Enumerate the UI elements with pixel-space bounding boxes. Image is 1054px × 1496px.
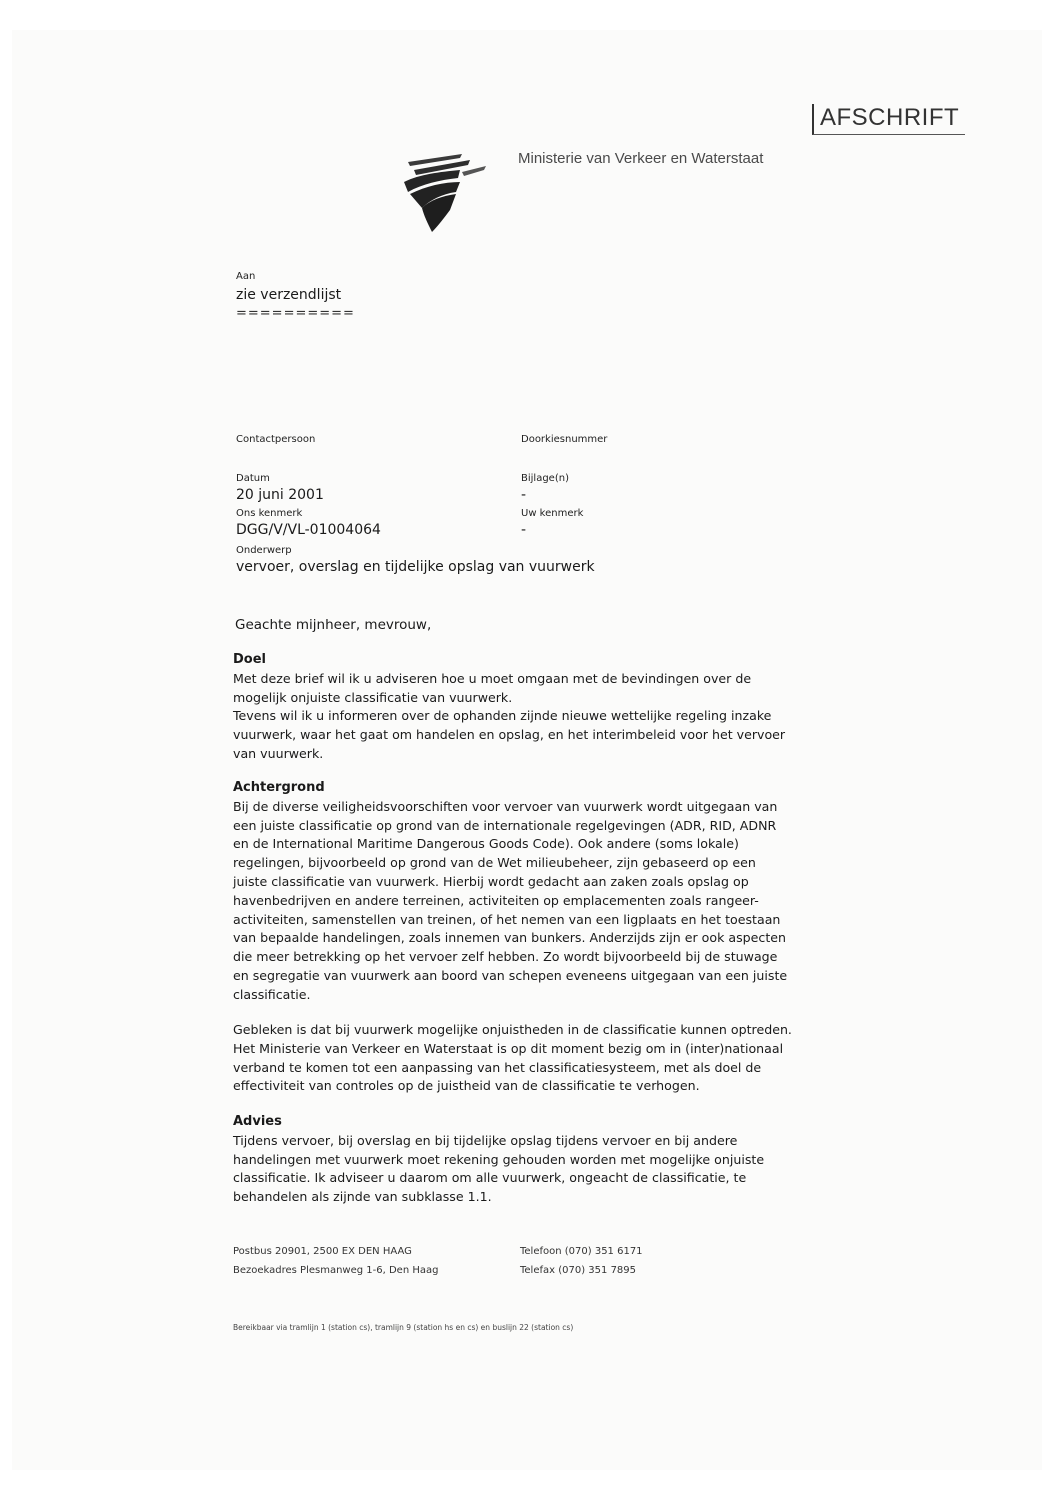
achtergrond-paragraph-1: Bij de diverse veiligheidsvoorschiften voor vervoer van vuurwerk wordt uitgegaan van een juiste classificatie op grond van de internationale regelgevingen (ADR, RID, ADNR en de International Maritime Dangerous Goods Code). Ook andere (soms lokale) regelingen, bijvoorbeeld op grond van de Wet milieubeheer, zijn gebaseerd op een juiste classificatie van vuurwerk. Hierbij wordt gedacht aan zaken zoals opslag op havenbedrijven en andere terreinen, activiteiten op emplacementen zoals rangeer-activiteiten, samenstellen van treinen, of het nemen van een ligplaats en het toestaan van bepaalde handelingen, zoals innemen van bunkers. Anderzijds zijn er ook aspecten die meer betrekking op het vervoer zelf hebben. Zo wordt bijvoorbeeld bij de stuwage en segregatie van vuurwerk aan boord van schepen eveneens uitgegaan van een juiste classificatie. <box>233 798 788 1002</box>
footer-postbus: Postbus 20901, 2500 EX DEN HAAG <box>233 1246 412 1257</box>
address-underline: ========== <box>236 306 355 321</box>
attachment-label: Bijlage(n) <box>521 473 569 484</box>
address-value: zie verzendlijst <box>236 287 342 303</box>
achtergrond-heading: Achtergrond <box>233 780 325 795</box>
advies-paragraph-1: Tijdens vervoer, bij overslag en bij tijdelijke opslag tijdens vervoer en bij andere handelingen met vuurwerk moet rekening gehouden worden met mogelijke onjuiste classificatie. Ik adviseer u daarom om alle vuurwerk, ongeacht de classificatie, te behandelen als zijnde van subklasse 1.1. <box>233 1132 765 1205</box>
doel-paragraph-1: Met deze brief wil ik u adviseren hoe u moet omgaan met de bevindingen over de mogelijk onjuiste classificatie van vuurwerk. <box>233 670 752 705</box>
footer-bereikbaar: Bereikbaar via tramlijn 1 (station cs), tramlijn 9 (station hs en cs) en buslijn 22 (station cs) <box>233 1323 574 1332</box>
section-achtergrond-continued <box>233 1021 793 1096</box>
section-advies <box>233 1113 793 1207</box>
footer-telefoon: Telefoon (070) 351 6171 <box>520 1246 643 1257</box>
section-achtergrond <box>233 779 793 1005</box>
contact-label: Contactpersoon <box>236 434 316 445</box>
subject-value: vervoer, overslag en tijdelijke opslag van vuurwerk <box>236 559 595 575</box>
our-ref-label: Ons kenmerk <box>236 508 303 519</box>
doel-paragraph-2: Tevens wil ik u informeren over de ophanden zijnde nieuwe wettelijke regeling inzake vuurwerk, waar het gaat om handelen en opslag, en het interimbeleid voor het vervoer van vuurwerk. <box>233 708 786 761</box>
afschrift-stamp: AFSCHRIFT <box>812 104 965 135</box>
our-ref-value: DGG/V/VL-01004064 <box>236 522 381 538</box>
doel-heading: Doel <box>233 652 266 667</box>
ministry-waves-logo-icon <box>400 152 490 234</box>
date-label: Datum <box>236 473 270 484</box>
advies-heading: Advies <box>233 1114 282 1129</box>
footer-telefax: Telefax (070) 351 7895 <box>520 1265 637 1276</box>
your-ref-label: Uw kenmerk <box>521 508 584 519</box>
salutation: Geachte mijnheer, mevrouw, <box>235 617 432 633</box>
address-label: Aan <box>236 271 256 282</box>
attachment-value: - <box>521 487 527 503</box>
date-value: 20 juni 2001 <box>236 487 324 503</box>
subject-label: Onderwerp <box>236 545 292 556</box>
footer-bezoekadres: Bezoekadres Plesmanweg 1-6, Den Haag <box>233 1265 439 1276</box>
phone-label: Doorkiesnummer <box>521 434 608 445</box>
your-ref-value: - <box>521 522 527 538</box>
achtergrond-paragraph-2: Gebleken is dat bij vuurwerk mogelijke onjuistheden in de classificatie kunnen optreden. Het Ministerie van Verkeer en Waterstaat is op dit moment bezig om in (inter)nationaal verband te komen tot een aanpassing van het classificatiesysteem, met als doel de effectiviteit van controles op de juistheid van de classificatie te verhogen. <box>233 1022 792 1094</box>
ministry-name: Ministerie van Verkeer en Waterstaat <box>518 150 764 167</box>
section-doel <box>233 651 793 764</box>
